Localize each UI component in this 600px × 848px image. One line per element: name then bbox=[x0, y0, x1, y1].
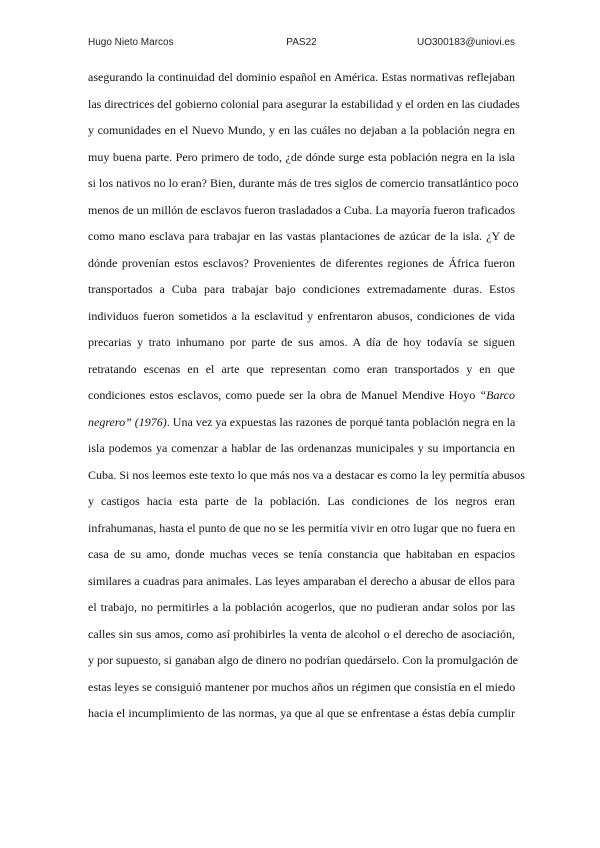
text-line: y comunidades en el Nuevo Mundo, y en las cuáles no dejaban a la población negra en bbox=[88, 123, 515, 137]
header-author: Hugo Nieto Marcos bbox=[88, 37, 174, 48]
text-line: similares a cuadras para animales. Las leyes amparaban el derecho a abusar de ellos para bbox=[88, 573, 515, 588]
text-line: individuos fueron sometidos a la esclavitud y enfrentaron abusos, condiciones de vida bbox=[88, 308, 515, 323]
text-line: infrahumanas, hasta el punto de que no se les permitía vivir en otro lugar que no fuera en bbox=[88, 520, 516, 535]
header-course: PAS22 bbox=[286, 37, 317, 48]
text-line: isla podemos ya comenzar a hablar de las ordenanzas municipales y su importancia en bbox=[88, 441, 515, 455]
text-line: retratando escenas en el arte que representan como eran transportados y en que bbox=[88, 361, 515, 376]
text-line: las directrices del gobierno colonial para asegurar la estabilidad y el orden en las ciudades bbox=[88, 96, 520, 111]
text-line: calles sin sus amos, como así prohibirles la venta de alcohol o el derecho de asociación, bbox=[88, 626, 515, 641]
artwork-title-end: negrero” (1976) bbox=[88, 414, 167, 429]
text-line: si los nativos no lo eran? Bien, durante más de tres siglos de comercio transatlántico poco bbox=[88, 176, 519, 190]
text-line: estas leyes se consiguió mantener por muchos años un régimen que consistía en el miedo bbox=[88, 679, 516, 694]
text-line-with-title bbox=[88, 382, 515, 409]
text-line: muy buena parte. Pero primero de todo, ¿de dónde surge esta población negra en la isla bbox=[88, 149, 515, 164]
body-paragraph bbox=[88, 64, 525, 727]
text-line: y por supuesto, si ganaban algo de dinero no podrían quedárselo. Con la promulgación de bbox=[88, 653, 518, 667]
artwork-title-start: “Barco bbox=[479, 388, 515, 402]
header-email: UO300183@uniovi.es bbox=[417, 37, 515, 48]
text-line: menos de un millón de esclavos fueron trasladados a Cuba. La mayoría fueron traficados bbox=[88, 202, 515, 217]
text-line-with-title bbox=[88, 409, 515, 436]
text-line: el trabajo, no permitirles a la población acogerlos, que no pudieran andar solos por las bbox=[88, 600, 515, 614]
text-segment: condiciones estos esclavos, como puede ser la obra de Manuel Mendive Hoyo bbox=[88, 388, 476, 402]
text-segment: . Una vez ya expuestas las razones de porqué tanta población negra en la bbox=[166, 414, 516, 429]
text-line: dónde provenían estos esclavos? Provenientes de diferentes regiones de África fueron bbox=[88, 255, 515, 270]
text-line: hacia el incumplimiento de las normas, ya que al que se enfrentase a éstas debía cumplir bbox=[88, 706, 515, 720]
text-line: casa de su amo, donde muchas veces se tenía constancia que habitaban en espacios bbox=[88, 547, 515, 561]
text-line: Cuba. Si nos leemos este texto lo que más nos va a destacar es como la ley permitía abusos bbox=[88, 467, 525, 482]
text-line: asegurando la continuidad del dominio español en América. Estas normativas reflejaban bbox=[88, 70, 515, 84]
text-line: precarias y trato inhumano por parte de sus amos. A día de hoy todavía se siguen bbox=[88, 335, 515, 349]
text-line: y castigos hacia esta parte de la población. Las condiciones de los negros eran bbox=[88, 494, 515, 508]
text-line: transportados a Cuba para trabajar bajo condiciones extremadamente duras. Estos bbox=[88, 282, 515, 296]
page-header bbox=[88, 37, 515, 53]
text-line: como mano esclava para trabajar en las vastas plantaciones de azúcar de la isla. ¿Y de bbox=[88, 229, 515, 243]
